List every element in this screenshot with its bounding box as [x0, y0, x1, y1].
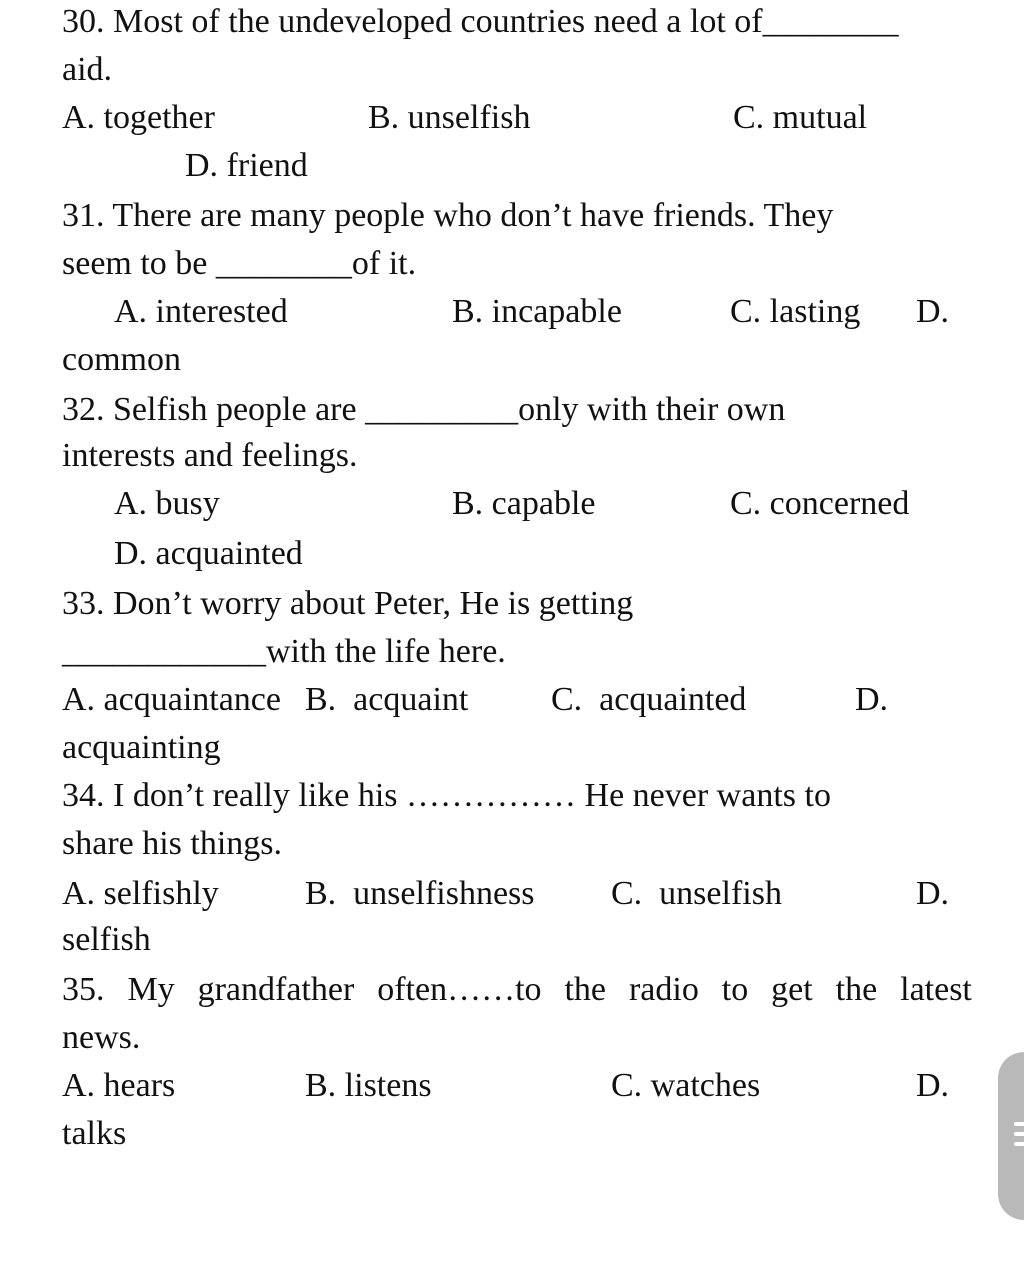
question-31-option-d-label: D. — [916, 293, 950, 330]
question-35-option-a: A. hears — [62, 1067, 176, 1104]
question-35-option-d-word: talks — [62, 1115, 127, 1152]
question-35-option-b: B. listens — [305, 1067, 432, 1104]
question-35-word: to — [721, 971, 749, 1008]
question-33-option-c: C. acquainted — [551, 681, 747, 718]
question-32-text-continued: interests and feelings. — [62, 437, 358, 474]
question-34-option-d-label: D. — [916, 875, 950, 912]
question-34-text: 34. I don’t really like his …………… He never wants to — [62, 777, 831, 814]
grip-icon — [1014, 1122, 1024, 1152]
question-30-text: 30. Most of the undeveloped countries need a lot of________ — [62, 3, 899, 40]
scroll-handle[interactable] — [998, 1052, 1024, 1220]
question-34-option-d-word: selfish — [62, 921, 151, 958]
question-32-text: 32. Selfish people are _________only with their own — [62, 391, 786, 428]
question-33-option-a: A. acquaintance — [62, 681, 281, 718]
question-34-option-b: B. unselfishness — [305, 875, 535, 912]
question-33-option-b: B. acquaint — [305, 681, 469, 718]
question-35-text-continued: news. — [62, 1019, 141, 1056]
question-35-word: the — [564, 971, 607, 1008]
question-30-option-d: D. friend — [185, 147, 308, 184]
question-32-option-d: D. acquainted — [114, 535, 303, 572]
question-32-option-c: C. concerned — [730, 485, 910, 522]
question-35-word: latest — [900, 971, 972, 1008]
question-35-word: radio — [628, 971, 699, 1008]
question-34-option-a: A. selfishly — [62, 875, 219, 912]
question-30-option-b: B. unselfish — [368, 99, 531, 136]
question-35-word: 35. — [62, 971, 105, 1008]
question-35-option-d-label: D. — [916, 1067, 950, 1104]
question-35-option-c: C. watches — [611, 1067, 761, 1104]
question-33-text-continued: ____________with the life here. — [62, 633, 506, 670]
question-35-word: get — [771, 971, 813, 1008]
question-32-option-b: B. capable — [452, 485, 596, 522]
question-33-text: 33. Don’t worry about Peter, He is getting — [62, 585, 634, 622]
question-35-word: grandfather — [197, 971, 355, 1008]
question-30-option-a: A. together — [62, 99, 215, 136]
question-35-text — [62, 970, 972, 1010]
question-35-word: the — [835, 971, 878, 1008]
question-35-word: My — [127, 971, 175, 1008]
question-30-text-continued: aid. — [62, 51, 113, 88]
question-33-option-d-label: D. — [855, 681, 889, 718]
question-35-word: often……to — [377, 971, 542, 1008]
question-30-option-c: C. mutual — [733, 99, 868, 136]
question-34-option-c: C. unselfish — [611, 875, 782, 912]
question-33-option-d-word: acquainting — [62, 729, 221, 766]
question-31-option-b: B. incapable — [452, 293, 622, 330]
question-31-option-d-word: common — [62, 341, 181, 378]
question-31-text-continued: seem to be ________of it. — [62, 245, 417, 282]
question-32-option-a: A. busy — [114, 485, 220, 522]
question-31-text: 31. There are many people who don’t have friends. They — [62, 197, 834, 234]
question-31-option-c: C. lasting — [730, 293, 861, 330]
question-34-text-continued: share his things. — [62, 825, 283, 862]
question-31-option-a: A. interested — [114, 293, 288, 330]
